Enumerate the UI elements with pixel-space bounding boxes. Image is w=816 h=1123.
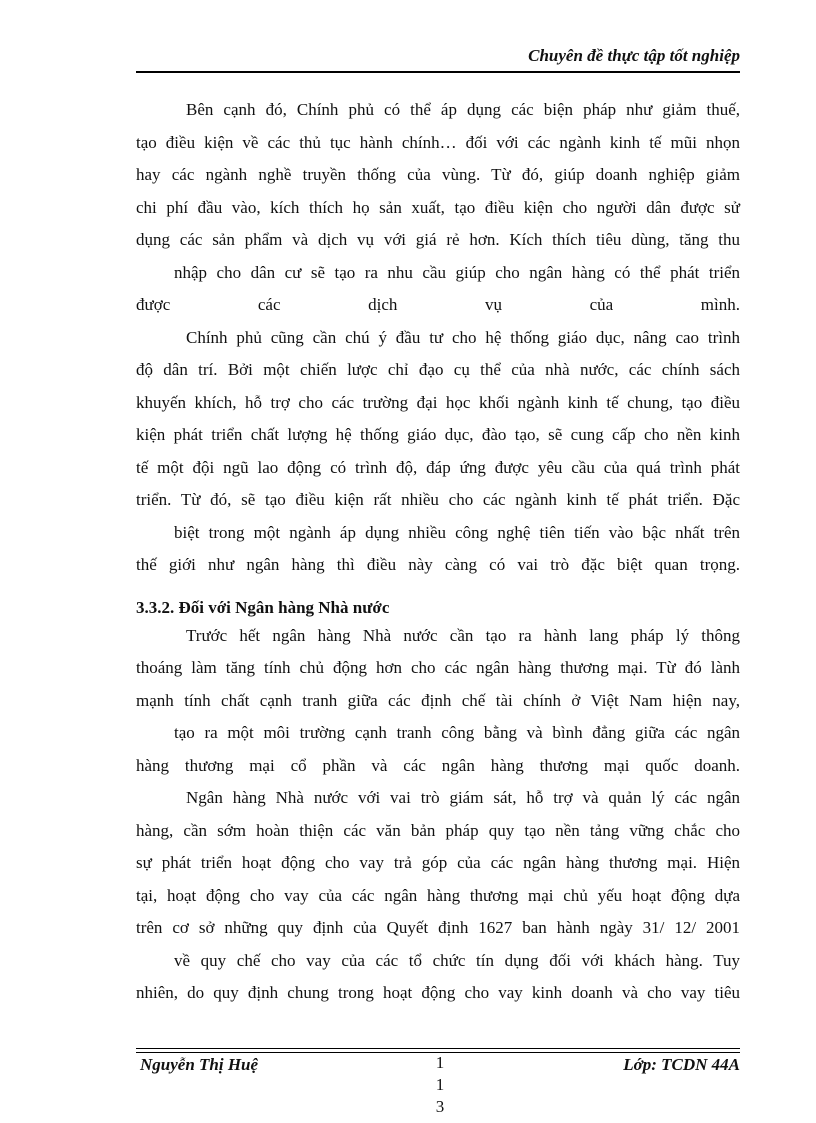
body-line: tại, hoạt động cho vay của các ngân hàng thương mại chủ yếu hoạt động dựa bbox=[136, 885, 740, 905]
document-body bbox=[136, 94, 740, 1010]
body-line: về quy chế cho vay của các tổ chức tín dụng đối với khách hàng. Tuy bbox=[174, 950, 740, 970]
body-line: hàng thương mại cổ phần và các ngân hàng thương mại quốc doanh. bbox=[136, 755, 740, 775]
body-line: chi phí đầu vào, kích thích họ sản xuất, tạo điều kiện cho người dân được sử bbox=[136, 197, 740, 217]
body-line: tạo ra một môi trường cạnh tranh công bằng và bình đẳng giữa các ngân bbox=[174, 723, 740, 742]
body-line: hay các ngành nghề truyền thống của vùng. Từ đó, giúp doanh nghiệp giảm bbox=[136, 165, 740, 184]
body-line: thoáng làm tăng tính chủ động hơn cho các ngân hàng thương mại. Từ đó lành bbox=[136, 658, 740, 677]
body-line: nhiên, do quy định chung trong hoạt động cho vay kinh doanh và cho vay tiêu bbox=[136, 983, 740, 1002]
page-number bbox=[430, 1052, 450, 1118]
body-line: Bên cạnh đó, Chính phủ có thể áp dụng các biện pháp như giảm thuế, bbox=[186, 100, 740, 119]
body-line: nhập cho dân cư sẽ tạo ra nhu cầu giúp cho ngân hàng có thể phát triển bbox=[174, 262, 740, 282]
body-line: được các dịch vụ của mình. bbox=[136, 295, 740, 314]
header-divider bbox=[136, 71, 740, 73]
body-line: khuyến khích, hỗ trợ cho các trường đại học khối ngành kinh tế chung, tạo điều bbox=[136, 392, 740, 412]
footer-class-label: Lớp: TCDN 44A bbox=[623, 1055, 740, 1074]
body-line: trên cơ sở những quy định của Quyết định 1627 ban hành ngày 31/ 12/ 2001 bbox=[136, 918, 740, 937]
body-line: mạnh tính chất cạnh tranh giữa các định chế tài chính ở Việt Nam hiện nay, bbox=[136, 690, 740, 710]
body-line: kiện phát triển chất lượng hệ thống giáo dục, đào tạo, sẽ cung cấp cho nền kinh bbox=[136, 425, 740, 444]
body-line: Chính phủ cũng cần chú ý đầu tư cho hệ thống giáo dục, nâng cao trình bbox=[186, 327, 740, 347]
body-line: triển. Từ đó, sẽ tạo điều kiện rất nhiều cho các ngành kinh tế phát triển. Đặc bbox=[136, 490, 740, 509]
body-line: Trước hết ngân hàng Nhà nước cần tạo ra hành lang pháp lý thông bbox=[186, 625, 740, 645]
body-line: Ngân hàng Nhà nước với vai trò giám sát, hỗ trợ và quản lý các ngân bbox=[186, 788, 740, 807]
section-heading: 3.3.2. Đối với Ngân hàng Nhà nước bbox=[136, 597, 390, 617]
page-number-digit: 3 bbox=[435, 1097, 445, 1116]
body-line: thế giới như ngân hàng thì điều này càng có vai trò đặc biệt quan trọng. bbox=[136, 555, 740, 574]
body-line: tạo điều kiện về các thủ tục hành chính… đối với các ngành kinh tế mũi nhọn bbox=[136, 132, 740, 152]
body-line: biệt trong một ngành áp dụng nhiều công nghệ tiên tiến vào bậc nhất trên bbox=[174, 522, 740, 542]
body-line: dụng các sản phẩm và dịch vụ với giá rẻ hơn. Kích thích tiêu dùng, tăng thu bbox=[136, 230, 740, 249]
body-line: tế một đội ngũ lao động có trình độ, đáp ứng được yêu cầu của quá trình phát bbox=[136, 457, 740, 477]
header-title: Chuyên đề thực tập tốt nghiệp bbox=[528, 46, 740, 65]
page-number-digit: 1 bbox=[435, 1075, 445, 1094]
footer-author: Nguyễn Thị Huệ bbox=[140, 1055, 259, 1074]
body-line: độ dân trí. Bởi một chiến lược chỉ đạo cụ thể của nhà nước, các chính sách bbox=[136, 360, 740, 379]
page-number-digit: 1 bbox=[435, 1053, 445, 1072]
body-line: hàng, cần sớm hoàn thiện các văn bản pháp quy tạo nền tảng vững chắc cho bbox=[136, 820, 740, 840]
body-line: sự phát triển hoạt động cho vay trả góp của các ngân hàng thương mại. Hiện bbox=[136, 853, 740, 872]
